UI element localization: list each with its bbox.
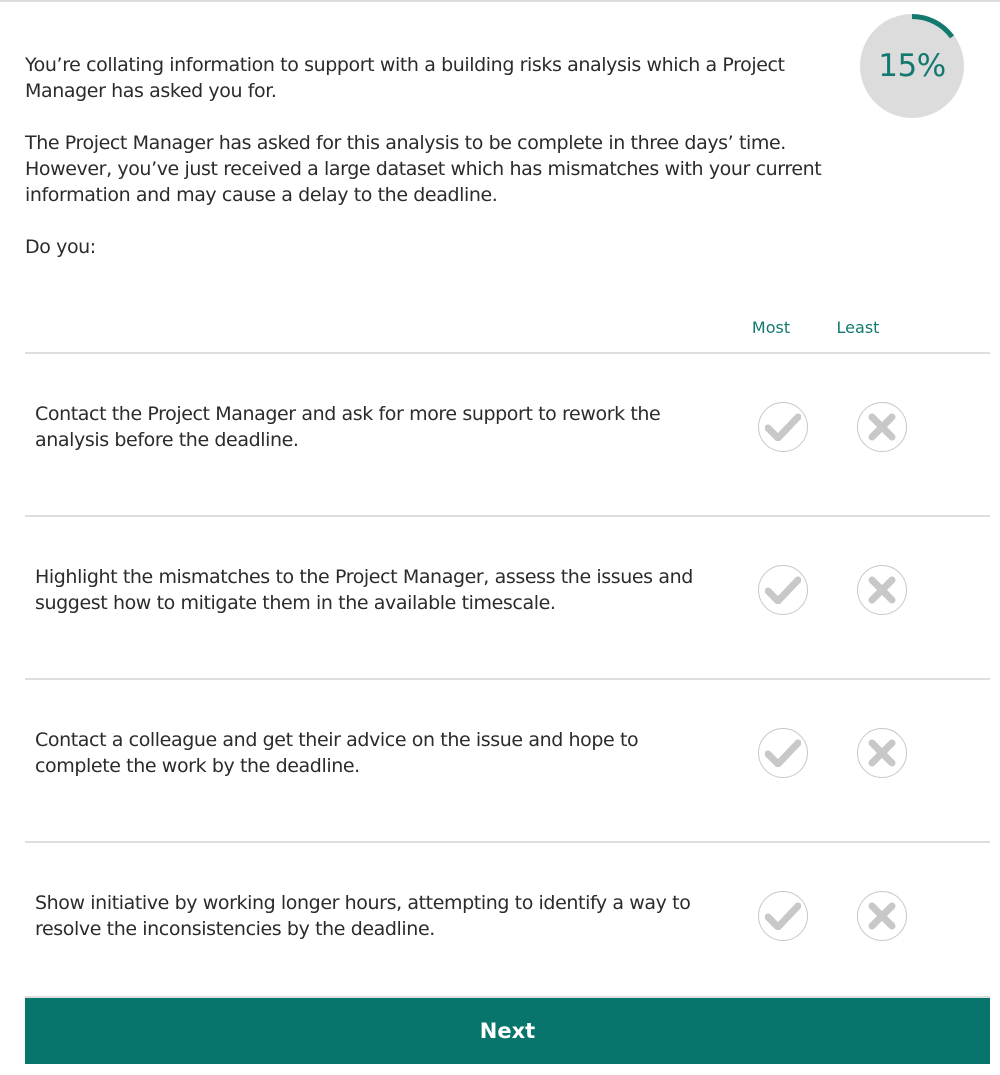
cross-icon — [868, 902, 896, 930]
cross-icon — [868, 739, 896, 767]
least-button[interactable] — [857, 728, 907, 778]
question-text — [25, 52, 825, 286]
most-button[interactable] — [758, 891, 808, 941]
column-header-least: Least — [836, 318, 880, 337]
option-row-2 — [25, 515, 990, 678]
question-paragraph-2: The Project Manager has asked for this analysis to be complete in three days’ time. However, you’ve just received a large dataset which has mismatches with your current information and may cause a delay to the deadline. — [25, 132, 822, 206]
most-button[interactable] — [758, 402, 808, 452]
option-row-1 — [25, 352, 990, 515]
most-button[interactable] — [758, 728, 808, 778]
option-text: Highlight the mismatches to the Project Manager, assess the issues and suggest how to mitigate them in the available timescale. — [35, 566, 693, 614]
top-divider — [0, 0, 1000, 2]
question-paragraph-1: You’re collating information to support with a building risks analysis which a Project Manager has asked you for. — [25, 54, 785, 102]
most-button[interactable] — [758, 565, 808, 615]
progress-label: 15% — [878, 48, 946, 84]
options-list — [25, 352, 990, 1004]
next-button[interactable]: Next — [25, 998, 990, 1064]
option-text: Show initiative by working longer hours, attempting to identify a way to resolve the inconsistencies by the deadline. — [35, 892, 691, 940]
footer — [25, 996, 990, 1064]
least-button[interactable] — [857, 565, 907, 615]
progress-indicator — [860, 14, 964, 118]
option-text: Contact the Project Manager and ask for more support to rework the analysis before the deadline. — [35, 403, 661, 451]
check-icon — [765, 739, 801, 767]
option-row-3 — [25, 678, 990, 841]
least-button[interactable] — [857, 891, 907, 941]
check-icon — [765, 576, 801, 604]
cross-icon — [868, 413, 896, 441]
question-prompt: Do you: — [25, 236, 96, 258]
check-icon — [765, 413, 801, 441]
option-text: Contact a colleague and get their advice on the issue and hope to complete the work by the deadline. — [35, 729, 639, 777]
least-button[interactable] — [857, 402, 907, 452]
cross-icon — [868, 576, 896, 604]
check-icon — [765, 902, 801, 930]
option-row-4 — [25, 841, 990, 1004]
column-header-most: Most — [751, 318, 791, 337]
